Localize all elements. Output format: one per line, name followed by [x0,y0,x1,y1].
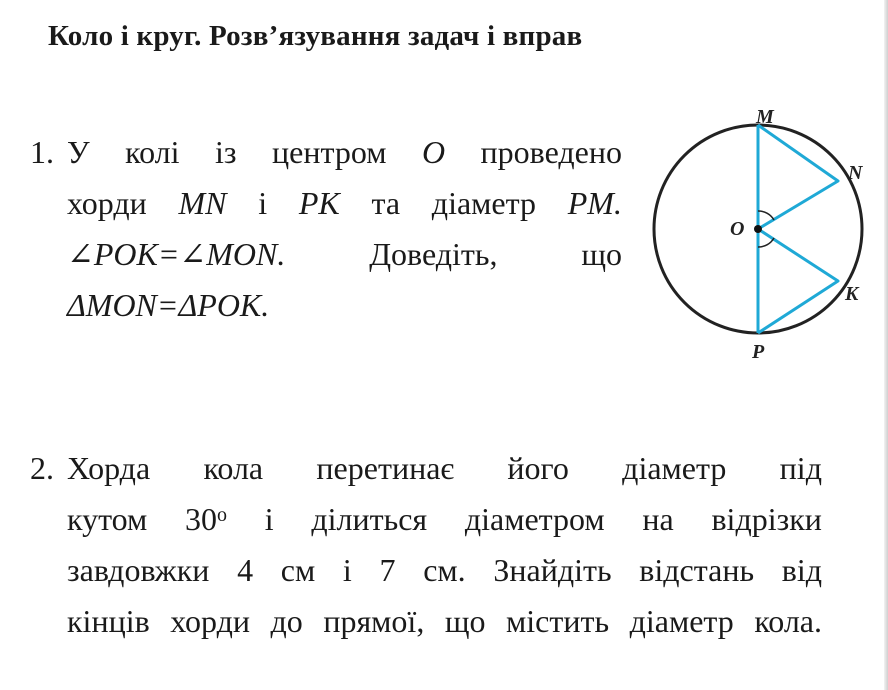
problem-2-line-3 [67,545,822,596]
word: 4 [237,552,254,588]
word: відстань [639,552,755,588]
label-o: O [730,218,745,240]
word: проведено [480,134,622,170]
center-point [754,225,762,233]
word: см [280,552,316,588]
word: кінців [67,603,150,639]
word: Знайдіть [493,552,612,588]
triangle-equality: ΔMON=ΔPOK. [67,287,270,323]
circle-diagram [640,95,880,375]
problem-2-line-1 [67,443,822,494]
word: від [781,552,822,588]
word: хорди [170,603,250,639]
problem-number: 2. [30,450,54,486]
label-n: N [848,162,863,184]
label-m: M [756,106,774,128]
word: що [444,603,486,639]
word: діаметр [622,450,727,486]
word: ділиться [311,501,428,537]
word: під [779,450,822,486]
word: Доведіть, [369,236,498,272]
word: перетинає [316,450,455,486]
word: діаметр [629,603,734,639]
label-k: K [845,283,859,305]
page-edge-shadow [884,0,888,690]
problem-2-line-2 [67,494,822,545]
word: кола. [754,603,822,639]
word: і [342,552,352,588]
word: діаметр [431,185,536,221]
problem-1-line-4 [67,280,622,331]
word: прямої, [323,603,425,639]
problem-2-line-4 [67,596,822,647]
word: та [371,185,401,221]
word: із [214,134,237,170]
word: кутом [67,501,148,537]
triangle-mon [758,125,838,229]
angle-equality: ∠POK=∠MON. [67,236,286,272]
label-p: P [752,341,765,363]
problem-1-line-1 [67,127,622,178]
word: відрізки [711,501,822,537]
word: що [581,236,622,272]
word: і [264,501,274,537]
chord-pk: PK [298,185,340,221]
degree-sign: o [217,504,228,526]
angle-arc-mon [758,211,774,220]
chord-mn: MN [178,185,227,221]
point-label-o: O [421,134,446,170]
word: на [642,501,674,537]
word: колі [125,134,180,170]
problem-1-line-3 [67,229,622,280]
word: центром [272,134,387,170]
word: 7 [379,552,396,588]
word: до [270,603,303,639]
word: кола [203,450,264,486]
word: завдовжки [67,552,210,588]
word: Хорда [67,450,151,486]
word: хорди [67,185,147,221]
word: см. [423,552,466,588]
problem-number: 1. [30,134,54,170]
word: і [258,185,268,221]
angle-value: 30$^o$ [185,501,228,537]
word: У [67,134,90,170]
diameter-pm: PM. [567,185,622,221]
triangle-pok [758,229,838,333]
word: містить [506,603,610,639]
word: його [507,450,569,486]
chords [758,125,838,333]
page-title: Коло і круг. Розв’язування задач і вправ [48,20,583,52]
problem-1-line-2 [67,178,622,229]
word: діаметром [464,501,605,537]
